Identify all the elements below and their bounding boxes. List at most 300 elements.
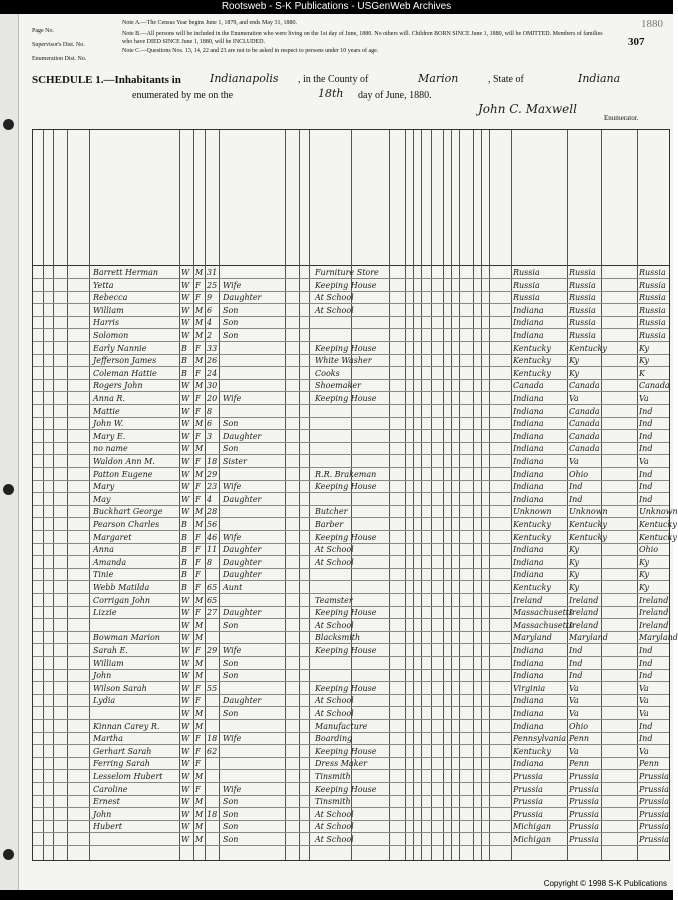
cell-age: 9 [207,293,213,303]
cell-mother-birthplace: Ind [639,721,653,731]
cell-mother-birthplace: Ireland [639,595,669,605]
table-row [33,329,669,341]
cell-father-birthplace: Va [569,683,579,693]
cell-father-birthplace: Ohio [569,721,589,731]
cell-father-birthplace: Kentucky [569,520,607,529]
cell-birthplace: Indiana [513,696,544,706]
cell-name: Gerhart Sarah [93,746,152,756]
census-table [32,129,678,861]
enumeration-day: 18th [318,87,344,100]
table-row [33,606,669,618]
cell-occupation: Barber [315,520,344,529]
cell-occupation: Keeping House [315,608,377,618]
cell-father-birthplace: Va [569,709,579,718]
table-row [33,783,669,795]
table-row [33,631,678,643]
cell-name: Sarah E. [93,646,128,655]
cell-relation: Son [223,797,239,807]
binder-strip [0,14,19,890]
cell-father-birthplace: Prussia [569,809,599,819]
table-row [33,493,669,505]
cell-birthplace: Maryland [513,633,552,643]
cell-birthplace: Indiana [513,671,544,681]
cell-mother-birthplace: Ireland [639,608,669,618]
table-row [33,518,677,530]
cell-age: 26 [207,356,218,366]
punch-hole-icon [3,849,14,860]
cell-birthplace: Indiana [513,305,544,315]
cell-birthplace: Prussia [513,772,543,781]
cell-sex: M [195,419,204,429]
schedule-place: Indianapolis [210,72,279,85]
cell-age: 33 [207,343,218,353]
cell-sex: F [195,557,201,567]
cell-sex: F [195,746,201,756]
cell-birthplace: Indiana [513,394,544,403]
enumerated-label: enumerated by me on the [132,90,234,101]
cell-color: B [181,520,187,529]
cell-occupation: At School [315,835,354,844]
cell-father-birthplace: Russia [569,280,596,290]
cell-color: W [181,709,190,718]
table-row [33,354,669,366]
cell-age: 27 [207,608,218,618]
cell-occupation: R.R. Brakeman [315,469,377,479]
cell-father-birthplace: Ky [569,583,579,592]
cell-father-birthplace: Va [569,746,579,756]
year-stamp: 1880 [641,18,663,30]
cell-relation: Son [223,305,239,315]
cell-color: W [181,469,190,479]
cell-color: W [181,835,190,844]
schedule-county: Marion [418,72,459,85]
cell-sex: M [195,595,204,605]
cell-relation: Aunt [223,583,243,592]
cell-occupation: Shoemaker [315,381,361,391]
cell-mother-birthplace: Russia [639,268,666,277]
cell-mother-birthplace: Penn [639,759,660,769]
cell-occupation: Keeping House [315,280,377,290]
page-no-label: Page No. [32,28,54,34]
cell-name: Bowman Marion [93,633,160,643]
cell-father-birthplace: Canada [569,419,600,429]
cell-color: W [181,721,190,731]
cell-relation: Wife [223,532,242,542]
cell-age: 23 [207,482,218,492]
cell-father-birthplace: Canada [569,381,600,391]
cell-mother-birthplace: Va [639,709,649,718]
cell-occupation: Keeping House [315,394,377,403]
table-row [33,405,669,417]
cell-occupation: At School [315,809,354,819]
cell-occupation: At School [315,709,354,718]
cell-mother-birthplace: Ohio [639,545,659,555]
cell-age: 25 [207,280,218,290]
cell-color: W [181,746,190,756]
cell-sex: F [195,532,201,542]
schedule-state: Indiana [578,72,621,85]
table-row [33,291,669,303]
cell-mother-birthplace: Prussia [639,809,669,819]
cell-name: Rebecca [93,293,128,303]
cell-mother-birthplace: Ind [639,671,653,681]
note-a: Note A.—The Census Year begins June 1, 1879, and ends May 31, 1880. [122,20,297,26]
cell-occupation: At School [315,696,354,706]
cell-age: 24 [207,368,218,378]
cell-occupation: Keeping House [315,532,377,542]
cell-occupation: At School [315,620,354,630]
cell-age: 29 [207,646,218,655]
cell-sex: M [195,797,204,807]
cell-father-birthplace: Maryland [569,633,608,643]
cell-color: B [181,557,187,567]
cell-name: Caroline [93,784,128,794]
cell-birthplace: Indiana [513,721,544,731]
cell-occupation: At School [315,293,354,303]
cell-birthplace: Virginia [513,683,546,693]
table-row [33,543,669,555]
cell-color: W [181,671,190,681]
table-row [33,581,669,593]
cell-father-birthplace: Penn [569,734,590,744]
row-divider [33,845,669,846]
cell-mother-birthplace: Prussia [639,835,669,844]
cell-name: John [93,671,112,681]
table-row [33,266,669,278]
cell-name: Mary [93,482,115,492]
cell-birthplace: Indiana [513,646,544,655]
cell-name: May [93,494,111,504]
enumerator-signature: John C. Maxwell [478,102,577,116]
cell-birthplace: Indiana [513,457,544,466]
cell-sex: M [195,721,204,731]
cell-color: B [181,343,187,353]
cell-color: W [181,394,190,403]
cell-father-birthplace: Va [569,457,579,466]
cell-father-birthplace: Prussia [569,784,599,794]
cell-mother-birthplace: Va [639,394,649,403]
cell-mother-birthplace: Prussia [639,797,669,807]
cell-name: Hubert [93,822,123,832]
table-row [33,505,678,517]
cell-sex: M [195,356,204,366]
cell-color: W [181,734,190,744]
cell-father-birthplace: Va [569,394,579,403]
cell-name: John W. [93,419,124,429]
table-row [33,795,669,807]
cell-color: W [181,381,190,391]
cell-relation: Son [223,620,239,630]
cell-father-birthplace: Russia [569,318,596,328]
table-row [33,442,669,454]
cell-relation: Daughter [223,570,262,580]
cell-sex: M [195,658,204,668]
cell-relation: Son [223,822,239,832]
table-row [33,669,669,681]
cell-color: W [181,608,190,618]
cell-father-birthplace: Penn [569,759,590,769]
cell-occupation: Tinsmith [315,797,351,807]
cell-occupation: Tinsmith [315,772,351,781]
cell-name: Amanda [93,557,127,567]
cell-mother-birthplace: Ind [639,482,653,492]
cell-mother-birthplace: Russia [639,293,666,303]
cell-age: 11 [207,545,218,555]
cell-color: W [181,683,190,693]
cell-father-birthplace: Prussia [569,772,599,781]
cell-father-birthplace: Canada [569,406,600,416]
cell-birthplace: Indiana [513,494,544,504]
table-row [33,682,669,694]
cell-name: Yetta [93,280,114,290]
cell-birthplace: Kentucky [513,356,551,366]
page-number: 307 [628,36,645,48]
cell-color: W [181,431,190,441]
cell-age: 28 [207,507,218,517]
cell-mother-birthplace: Ky [639,583,649,592]
cell-mother-birthplace: Ireland [639,620,669,630]
cell-age: 56 [207,520,218,529]
cell-color: B [181,545,187,555]
cell-father-birthplace: Ky [569,545,579,555]
cell-sex: F [195,583,201,592]
cell-birthplace: Unknown [513,507,552,517]
cell-mother-birthplace: Va [639,457,649,466]
cell-name: Martha [93,734,123,744]
cell-name: William [93,305,124,315]
cell-occupation: At School [315,557,354,567]
cell-sex: M [195,709,204,718]
table-row [33,770,669,782]
cell-relation: Wife [223,734,242,744]
cell-age: 2 [207,331,213,340]
cell-name: Webb Matilda [93,583,150,592]
cell-color: B [181,368,187,378]
cell-occupation: Blacksmith [315,633,361,643]
cell-name: Mary E. [93,431,126,441]
table-row [33,694,669,706]
cell-name: John [93,809,112,819]
cell-color: W [181,633,190,643]
cell-sex: M [195,268,204,277]
cell-age: 18 [207,734,218,744]
cell-color: W [181,809,190,819]
cell-relation: Son [223,331,239,340]
cell-father-birthplace: Ky [569,356,579,366]
cell-relation: Wife [223,482,242,492]
cell-sex: M [195,318,204,328]
cell-name: Harris [93,318,120,328]
cell-mother-birthplace: Maryland [639,633,678,643]
cell-father-birthplace: Va [569,696,579,706]
cell-age: 18 [207,809,218,819]
cell-mother-birthplace: Ind [639,469,653,479]
cell-mother-birthplace: Va [639,683,649,693]
cell-sex: F [195,457,201,466]
cell-name: Rogers John [93,381,143,391]
table-row [33,833,669,845]
cell-mother-birthplace: Ky [639,356,649,366]
cell-birthplace: Indiana [513,431,544,441]
cell-sex: M [195,469,204,479]
cell-age: 4 [207,494,213,504]
cell-name: Solomon [93,331,129,340]
punch-hole-icon [3,119,14,130]
cell-relation: Daughter [223,431,262,441]
cell-name: Ernest [93,797,120,807]
table-row [33,720,669,732]
cell-name: Jefferson James [93,356,157,366]
cell-father-birthplace: Ohio [569,469,589,479]
cell-color: W [181,772,190,781]
table-row [33,707,669,719]
cell-name: Ferring Sarah [93,759,150,769]
cell-sex: F [195,431,201,441]
cell-sex: F [195,759,201,769]
cell-age: 6 [207,419,213,429]
cell-sex: M [195,772,204,781]
cell-sex: M [195,671,204,681]
cell-father-birthplace: Ind [569,494,583,504]
cell-mother-birthplace: Russia [639,318,666,328]
cell-birthplace: Indiana [513,469,544,479]
cell-sex: F [195,280,201,290]
cell-sex: F [195,293,201,303]
cell-name: Patton Eugene [93,469,153,479]
cell-sex: F [195,394,201,403]
enumerator-label: Enumerator. [604,114,639,122]
cell-birthplace: Michigan [513,822,551,832]
cell-color: W [181,620,190,630]
cell-birthplace: Indiana [513,482,544,492]
cell-sex: F [195,368,201,378]
census-sheet [0,14,678,890]
cell-sex: M [195,305,204,315]
table-row [33,820,669,832]
table-row [33,279,669,291]
cell-color: W [181,280,190,290]
cell-mother-birthplace: Kentucky [639,532,677,542]
cell-name: Margaret [93,532,132,542]
cell-mother-birthplace: Russia [639,331,666,340]
cell-father-birthplace: Ky [569,570,579,580]
cell-birthplace: Prussia [513,809,543,819]
month-label: day of June, 1880. [358,90,432,101]
cell-occupation: Boarding [315,734,353,744]
cell-birthplace: Prussia [513,784,543,794]
cell-name: Buckhart George [93,507,163,517]
cell-father-birthplace: Ireland [569,595,599,605]
enumeration-label: Enumeration Dist. No. [32,56,87,62]
cell-occupation: Keeping House [315,683,377,693]
cell-age: 46 [207,532,218,542]
table-row [33,556,669,568]
cell-relation: Son [223,444,239,454]
cell-name: Lydia [93,696,116,706]
table-row [33,367,669,379]
cell-age: 20 [207,394,218,403]
cell-color: W [181,784,190,794]
cell-birthplace: Kentucky [513,746,551,756]
cell-father-birthplace: Russia [569,331,596,340]
cell-sex: M [195,633,204,643]
cell-occupation: At School [315,822,354,832]
table-row [33,808,669,820]
cell-sex: M [195,331,204,340]
cell-name: Waldon Ann M. [93,457,155,466]
cell-color: W [181,305,190,315]
bottom-bar [0,890,673,900]
cell-relation: Wife [223,784,242,794]
cell-color: W [181,759,190,769]
schedule-title: SCHEDULE 1.—Inhabitants in [32,74,181,86]
table-row [33,304,669,316]
cell-relation: Sister [223,457,247,466]
cell-father-birthplace: Russia [569,268,596,277]
cell-sex: F [195,343,201,353]
cell-name: Pearson Charles [93,520,160,529]
cell-sex: F [195,406,201,416]
cell-age: 6 [207,305,213,315]
cell-birthplace: Russia [513,280,540,290]
cell-name: Wilson Sarah [93,683,147,693]
cell-occupation: Keeping House [315,646,377,655]
cell-birthplace: Indiana [513,318,544,328]
cell-sex: F [195,545,201,555]
cell-age: 3 [207,431,213,441]
table-row [33,594,669,606]
cell-color: W [181,595,190,605]
cell-mother-birthplace: Ind [639,658,653,668]
cell-age: 8 [207,557,213,567]
cell-name: Corrigan John [93,595,151,605]
table-row [33,732,669,744]
cell-mother-birthplace: Ind [639,419,653,429]
cell-occupation: Furniture Store [315,268,379,277]
cell-color: W [181,507,190,517]
cell-sex: M [195,507,204,517]
cell-occupation: At School [315,545,354,555]
cell-mother-birthplace: Ind [639,646,653,655]
cell-mother-birthplace: K [639,368,645,378]
note-b: Note B.—All persons will be included in the Enumeration who were living on the 1st day of June, 1880. No others will. Children BORN SINCE June 1, 1880, will be OMITTED. Members of families who have DIED SINCE June 1, 1880, will be INCLUDED. [122,31,603,45]
table-row [33,619,669,631]
cell-sex: F [195,646,201,655]
cell-father-birthplace: Prussia [569,797,599,807]
cell-age: 65 [207,595,218,605]
cell-father-birthplace: Russia [569,293,596,303]
cell-mother-birthplace: Ind [639,734,653,744]
cell-birthplace: Indiana [513,658,544,668]
cell-birthplace: Indiana [513,406,544,416]
cell-age: 31 [207,268,218,277]
cell-relation: Daughter [223,293,262,303]
cell-birthplace: Indiana [513,444,544,454]
state-label: , State of [488,74,524,85]
table-row [33,379,669,391]
cell-occupation: White Washer [315,356,372,366]
cell-mother-birthplace: Ind [639,406,653,416]
cell-father-birthplace: Prussia [569,822,599,832]
cell-father-birthplace: Prussia [569,835,599,844]
cell-sex: F [195,784,201,794]
note-c: Note C.—Questions Nos. 13, 14, 22 and 23 are not to be asked in respect to persons under 10 years of age. [122,48,379,54]
cell-mother-birthplace: Ind [639,431,653,441]
cell-age: 4 [207,318,213,328]
cell-name: Kinnan Carey R. [93,721,160,731]
cell-name: Coleman Hattie [93,368,157,378]
cell-occupation: Keeping House [315,343,377,353]
